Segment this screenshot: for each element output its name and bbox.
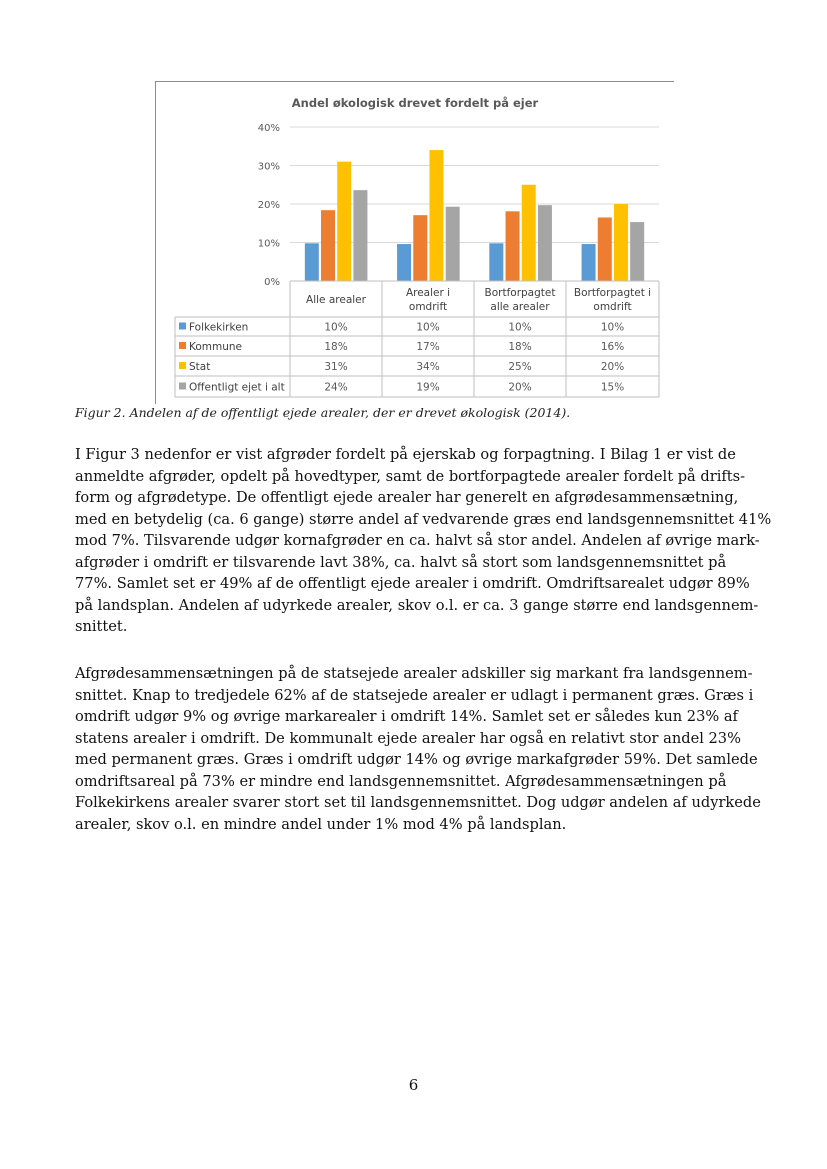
bar xyxy=(538,205,552,281)
bar xyxy=(429,150,443,281)
bar xyxy=(305,243,319,281)
data-label: 18% xyxy=(324,341,348,353)
bar xyxy=(506,211,520,281)
paragraph-line: med en betydelig (ca. 6 gange) større andel af vedvarende græs end landsgennemsnittet 41% xyxy=(75,510,772,528)
data-label: 31% xyxy=(324,361,348,373)
bar xyxy=(630,222,644,281)
category-label: Bortforpagtet xyxy=(484,287,556,299)
legend-label: Folkekirken xyxy=(189,321,249,334)
data-label: 10% xyxy=(416,321,440,334)
category-label: Alle arealer xyxy=(306,294,366,306)
paragraph-line: på landsplan. Andelen af udyrkede arealer, skov o.l. er ca. 3 gange større end landsgennem- xyxy=(75,596,759,614)
bar xyxy=(522,185,536,281)
legend-label: Offentligt ejet i alt xyxy=(189,381,285,394)
bar xyxy=(489,243,503,281)
legend-swatch xyxy=(179,342,186,349)
paragraph-line: arealer, skov o.l. en mindre andel under 1% mod 4% på landsplan. xyxy=(75,815,567,833)
legend-swatch xyxy=(179,383,186,390)
bar xyxy=(582,244,596,281)
y-tick-label: 0% xyxy=(264,277,280,288)
paragraph-1 xyxy=(75,444,772,638)
paragraph-line: snittet. Knap to tredjedele 62% af de statsejede arealer er udlagt i permanent græs. Græs i xyxy=(75,686,754,704)
paragraph-line: form og afgrødetype. De offentligt ejede arealer har generelt en afgrødesammensætning, xyxy=(75,489,739,506)
data-label: 10% xyxy=(508,321,532,334)
data-label: 16% xyxy=(600,341,625,353)
data-label: 10% xyxy=(600,321,625,334)
data-label: 18% xyxy=(508,341,532,353)
legend-label: Kommune xyxy=(189,341,243,353)
legend-swatch xyxy=(179,362,186,369)
y-tick-label: 20% xyxy=(257,200,280,211)
data-label: 20% xyxy=(600,361,625,373)
legend-swatch xyxy=(179,323,186,330)
paragraph-line: statens arealer i omdrift. De kommunalt ejede arealer har også en relativt stor andel 23% xyxy=(75,729,741,747)
paragraph-line: mod 7%. Tilsvarende udgør kornafgrøder en ca. halvt så stor andel. Andelen af øvrige mark- xyxy=(75,532,760,549)
data-label: 10% xyxy=(324,321,348,334)
paragraph-2 xyxy=(75,663,760,835)
data-label: 25% xyxy=(508,361,532,373)
y-tick-label: 40% xyxy=(257,123,280,134)
data-label: 20% xyxy=(508,381,532,394)
category-label: omdrift xyxy=(408,301,448,313)
data-label: 24% xyxy=(324,381,348,394)
page-number: 6 xyxy=(408,1076,419,1094)
y-tick-label: 30% xyxy=(257,161,280,173)
category-label: omdrift xyxy=(593,301,632,313)
chart-figure xyxy=(155,81,674,404)
paragraph-line: Afgrødesammensætningen på de statsejede arealer adskiller sig markant fra landsgennem- xyxy=(75,665,753,682)
bar xyxy=(598,217,612,281)
category-label: alle arealer xyxy=(490,301,550,313)
paragraph-line: anmeldte afgrøder, opdelt på hovedtyper, samt de bortforpagtede arealer fordelt på drifts- xyxy=(75,467,746,485)
data-label: 15% xyxy=(600,381,625,394)
chart-title: Andel økologisk drevet fordelt på ejer xyxy=(291,96,539,110)
paragraph-line: afgrøder i omdrift er tilsvarende lavt 38%, ca. halvt så stort som landsgennemsnittet på xyxy=(75,553,727,571)
bar-chart xyxy=(156,82,674,404)
data-label: 19% xyxy=(416,381,440,394)
paragraph-line: omdrift udgør 9% og øvrige markarealer i omdrift 14%. Samlet set er således kun 23% af xyxy=(75,708,738,725)
bar xyxy=(353,190,367,281)
category-label: Bortforpagtet i xyxy=(573,287,652,299)
category-label: Arealer i xyxy=(405,287,451,299)
paragraph-line: Folkekirkens arealer svarer stort set til landsgennemsnittet. Dog udgør andelen af udyrkede xyxy=(75,794,761,811)
bar xyxy=(321,210,335,281)
figure-caption: Figur 2. Andelen af de offentligt ejede arealer, der er drevet økologisk (2014). xyxy=(75,405,571,420)
y-tick-label: 10% xyxy=(257,238,280,250)
paragraph-line: omdriftsareal på 73% er mindre end landsgennemsnittet. Afgrødesammensætningen på xyxy=(75,772,727,790)
paragraph-line: snittet. xyxy=(75,618,128,635)
legend-label: Stat xyxy=(189,361,211,373)
paragraph-line: 77%. Samlet set er 49% af de offentligt ejede arealer i omdrift. Omdriftsarealet udgør 89% xyxy=(75,575,750,592)
bar xyxy=(614,204,628,281)
data-label: 34% xyxy=(416,361,440,373)
bar xyxy=(397,244,411,281)
paragraph-line: I Figur 3 nedenfor er vist afgrøder fordelt på ejerskab og forpagtning. I Bilag 1 er vist de xyxy=(75,446,736,463)
paragraph-line: med permanent græs. Græs i omdrift udgør 14% og øvrige markafgrøder 59%. Det samlede xyxy=(75,751,758,768)
bar xyxy=(413,215,427,281)
bar xyxy=(446,207,460,281)
data-label: 17% xyxy=(416,341,440,353)
bar xyxy=(337,162,351,281)
